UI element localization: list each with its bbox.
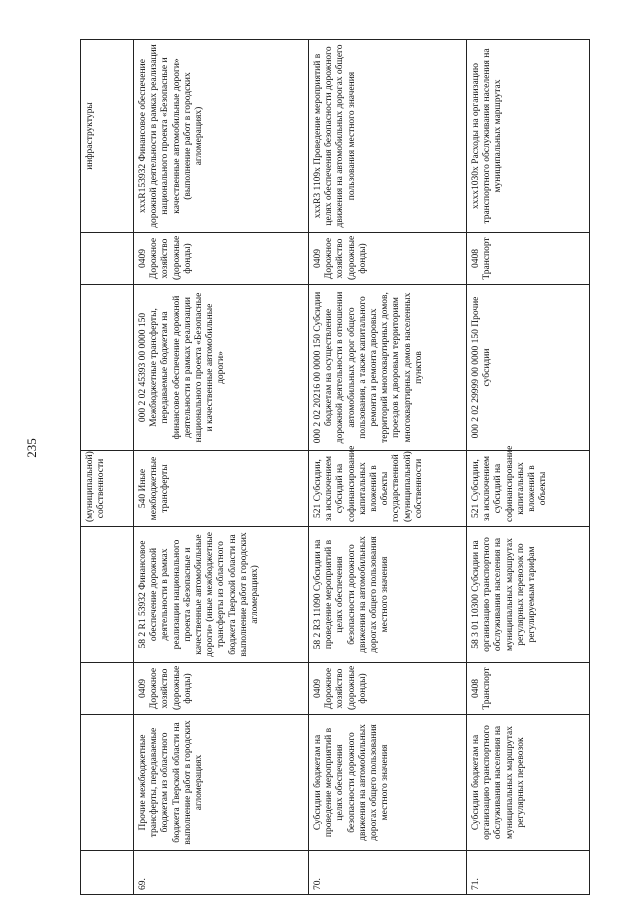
budget-classification-table bbox=[80, 39, 590, 895]
header-continuation-row bbox=[81, 40, 134, 895]
rotated-table-container bbox=[80, 40, 580, 895]
header-cell bbox=[81, 527, 134, 663]
section-code-recipient: 0408 Транспорт bbox=[467, 233, 590, 285]
target-article: 58 3 01 10300 Субсидии на организацию транспортного обслуживания населения на муниципальных маршрутах регулярных перевозок по регулируемым тарифам bbox=[467, 527, 590, 663]
expense-type: 540 Иные межбюджетные трансферты bbox=[134, 451, 309, 527]
header-cell: инфраструктуры bbox=[81, 40, 134, 233]
target-article-recipient: xxxR153932 Финансовое обеспечение дорожной деятельности в рамках реализации национального проекта «Безопасные и качественные автомобильные дороги» (выполнение работ в городских агломерациях) bbox=[134, 40, 309, 233]
page-number: 235 bbox=[24, 438, 39, 458]
target-article: 58 2 R1 53932 Финансовое обеспечение дорожной деятельности в рамках реализации национального проекта «Безопасные и качественные автомобильные дороги» (иные межбюджетные трансферты из областного бюджета Тверской области на выполнение работ в городских агломерациях) bbox=[134, 527, 309, 663]
section-code: 0409 Дорожное хозяйство (дорожные фонды) bbox=[309, 663, 467, 715]
header-cell bbox=[81, 715, 134, 851]
table-row bbox=[309, 40, 467, 895]
income-code: 000 2 02 29999 00 0000 150 Прочие субсидии bbox=[467, 285, 590, 451]
income-code: 000 2 02 45393 00 0000 150 Межбюджетные трансферты, передаваемые бюджетам на финансовое обеспечение дорожной деятельности в рамках реализации национального проекта «Безопасные и качественные автомобильные дороги» bbox=[134, 285, 309, 451]
target-article: 58 2 R3 11090 Субсидии на проведение мероприятий в целях обеспечения безопасности дорожного движения на автомобильных дорогах общего пользования местного значения bbox=[309, 527, 467, 663]
target-article-recipient: xxxR3 1109x Проведение мероприятий в целях обеспечения безопасности дорожного движения на автомобильных дорогах общего пользования местного значения bbox=[309, 40, 467, 233]
header-cell bbox=[81, 663, 134, 715]
table-row bbox=[134, 40, 309, 895]
expense-type: 521 Субсидии, за исключением субсидий на софинансирование капитальных вложений в объекты государственной (муниципальной) собственности bbox=[309, 451, 467, 527]
row-number: 71. bbox=[467, 851, 590, 895]
transfer-name: Прочие межбюджетные трансферты, передаваемые бюджетам из областного бюджета Тверской области на выполнение работ в городских агломерациях bbox=[134, 715, 309, 851]
transfer-name: Субсидии бюджетам на организацию транспортного обслуживания населения на муниципальных маршрутах регулярных перевозок bbox=[467, 715, 590, 851]
section-code-recipient: 0409 Дорожное хозяйство (дорожные фонды) bbox=[134, 233, 309, 285]
header-cell bbox=[81, 851, 134, 895]
header-cell: (муниципальной) собственности bbox=[81, 451, 134, 527]
transfer-name: Субсидии бюджетам на проведение мероприятий в целях обеспечения безопасности дорожного движения на автомобильных дорогах общего пользования местного значения bbox=[309, 715, 467, 851]
header-cell bbox=[81, 233, 134, 285]
header-cell bbox=[81, 285, 134, 451]
section-code: 0408 Транспорт bbox=[467, 663, 590, 715]
section-code: 0409 Дорожное хозяйство (дорожные фонды) bbox=[134, 663, 309, 715]
section-code-recipient: 0409 Дорожное хозяйство (дорожные фонды) bbox=[309, 233, 467, 285]
income-code: 000 2 02 20216 00 0000 150 Субсидии бюджетам на осуществление дорожной деятельности в отношении автомобильных дорог общего пользования, а также капитального ремонта и ремонта дворовых территорий многоквартирных домов, проездов к дворовым территориям многоквартирных домов населенных пунктов bbox=[309, 285, 467, 451]
row-number: 70. bbox=[309, 851, 467, 895]
row-number: 69. bbox=[134, 851, 309, 895]
expense-type: 521 Субсидии, за исключением субсидий на софинансирование капитальных вложений в объекты bbox=[467, 451, 590, 527]
table-row bbox=[467, 40, 590, 895]
target-article-recipient: xxxx1030x Расходы на организацию транспортного обслуживания населения на муниципальных маршрутах bbox=[467, 40, 590, 233]
